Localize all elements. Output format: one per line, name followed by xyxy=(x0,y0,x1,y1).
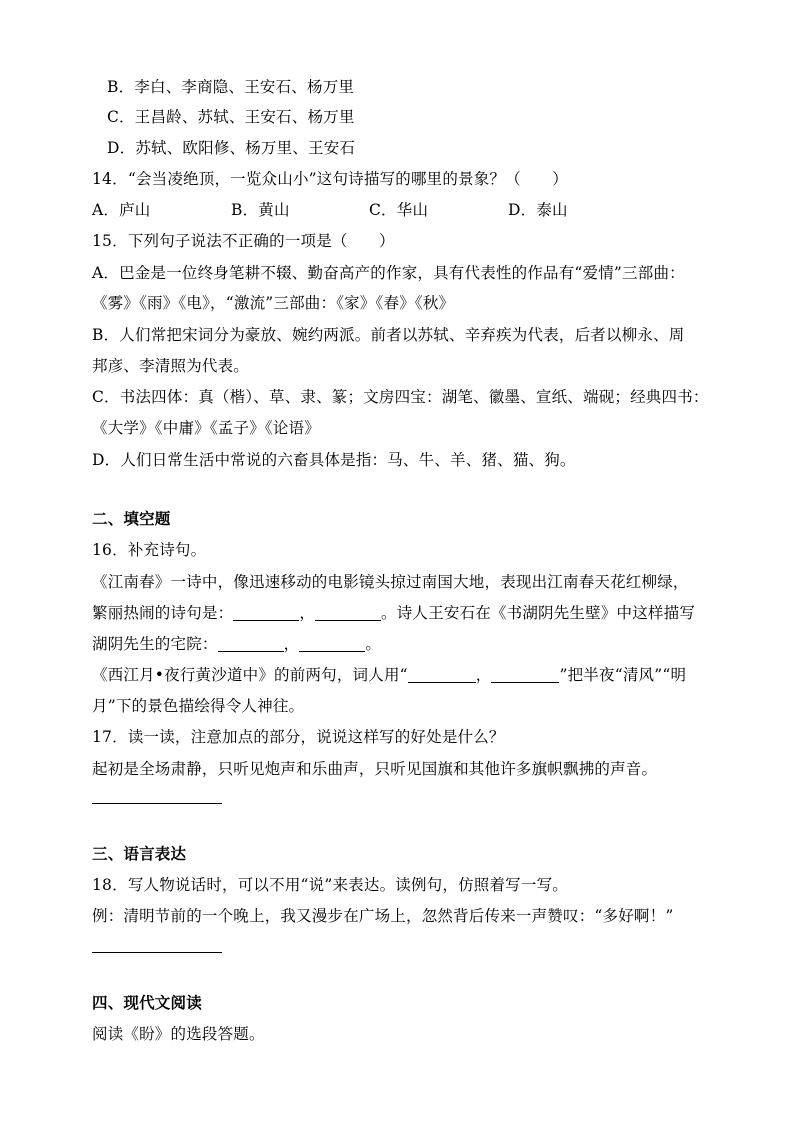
q14-options xyxy=(92,199,568,221)
answer-blank[interactable] xyxy=(408,666,476,683)
q13-option-d: D．苏轼、欧阳修、杨万里、王安石 xyxy=(107,139,356,157)
q16-text: ， xyxy=(475,666,492,684)
q16-text: ， xyxy=(283,635,300,653)
q16-line: 月”下的景色描绘得令人神往。 xyxy=(92,697,305,715)
q18-answer-line[interactable] xyxy=(92,952,222,953)
section-title-modern-reading: 四、现代文阅读 xyxy=(92,994,202,1012)
q15-stem: 15．下列句子说法不正确的一项是（ ） xyxy=(92,232,395,250)
q14-option-b: B．黄山 xyxy=(231,201,290,219)
q16-stem: 16．补充诗句。 xyxy=(92,541,207,559)
q16-line: 《江南春》一诗中，像迅速移动的电影镜头掠过南国大地，表现出江南春天花红柳绿， xyxy=(92,573,689,591)
q15-line: B．人们常把宋词分为豪放、婉约两派。前者以苏轼、辛弃疾为代表，后者以柳永、周 xyxy=(92,326,685,344)
q18-stem: 18．写人物说话时，可以不用“说”来表达。读例句，仿照着写一写。 xyxy=(92,876,568,894)
answer-blank[interactable] xyxy=(491,666,559,683)
q15-line: A．巴金是一位终身笔耕不辍、勤奋高产的作家，具有代表性的作品有“爱情”三部曲： xyxy=(92,264,685,282)
section-title-language-expression: 三、语言表达 xyxy=(92,845,187,863)
q18-example: 例：清明节前的一个晚上，我又漫步在广场上，忽然背后传来一声赞叹：“多好啊！” xyxy=(92,907,674,925)
q16-text: ， xyxy=(299,604,316,622)
q16-text: 。诗人王安石在《书湖阴先生壁》中这样描写 xyxy=(381,604,696,622)
q15-line: 《大学》《中庸》《孟子》《论语》 xyxy=(92,419,320,437)
q16-line xyxy=(92,602,695,624)
q16-line xyxy=(92,633,381,655)
q16-text: 繁丽热闹的诗句是： xyxy=(92,604,234,622)
q16-text: 。 xyxy=(365,635,382,653)
q13-option-c: C．王昌龄、苏轼、王安石、杨万里 xyxy=(107,108,355,126)
section-title-fill-blank: 二、填空题 xyxy=(92,510,171,528)
q16-line xyxy=(92,664,686,686)
q13-option-b: B．李白、李商隐、王安石、杨万里 xyxy=(107,78,355,96)
q17-sentence: 起初是全场肃静，只听见炮声和乐曲声，只听见国旗和其他许多旗帜飘拂的声音。 xyxy=(92,760,658,778)
q14-option-d: D．泰山 xyxy=(508,201,568,219)
q16-text: ”把半夜“清风”“明 xyxy=(559,666,687,684)
q17-stem: 17．读一读，注意加点的部分，说说这样写的好处是什么？ xyxy=(92,728,505,746)
q15-line: C．书法四体：真（楷）、草、隶、篆；文房四宝：湖笔、徽墨、宣纸、端砚；经典四书： xyxy=(92,388,709,406)
answer-blank[interactable] xyxy=(299,635,365,652)
q15-line: 邦彦、李清照为代表。 xyxy=(92,357,250,375)
q14-stem: 14．“会当凌绝顶，一览众山小”这句诗描写的哪里的景象？（ ） xyxy=(92,170,568,188)
q16-text: 《西江月•夜行黄沙道中》的前两句，词人用“ xyxy=(92,666,408,684)
q16-text: 湖阴先生的宅院： xyxy=(92,635,218,653)
q14-option-c: C．华山 xyxy=(369,201,429,219)
q17-answer-line[interactable] xyxy=(92,803,222,804)
answer-blank[interactable] xyxy=(218,635,284,652)
q15-line: D．人们日常生活中常说的六畜具体是指：马、牛、羊、猪、猫、狗。 xyxy=(92,451,576,469)
answer-blank[interactable] xyxy=(315,604,381,621)
reading-intro: 阅读《盼》的选段答题。 xyxy=(92,1025,265,1043)
q15-line: 《雾》《雨》《电》，“激流”三部曲：《家》《春》《秋》 xyxy=(92,294,455,312)
q14-option-a: A．庐山 xyxy=(92,201,151,219)
answer-blank[interactable] xyxy=(233,604,299,621)
